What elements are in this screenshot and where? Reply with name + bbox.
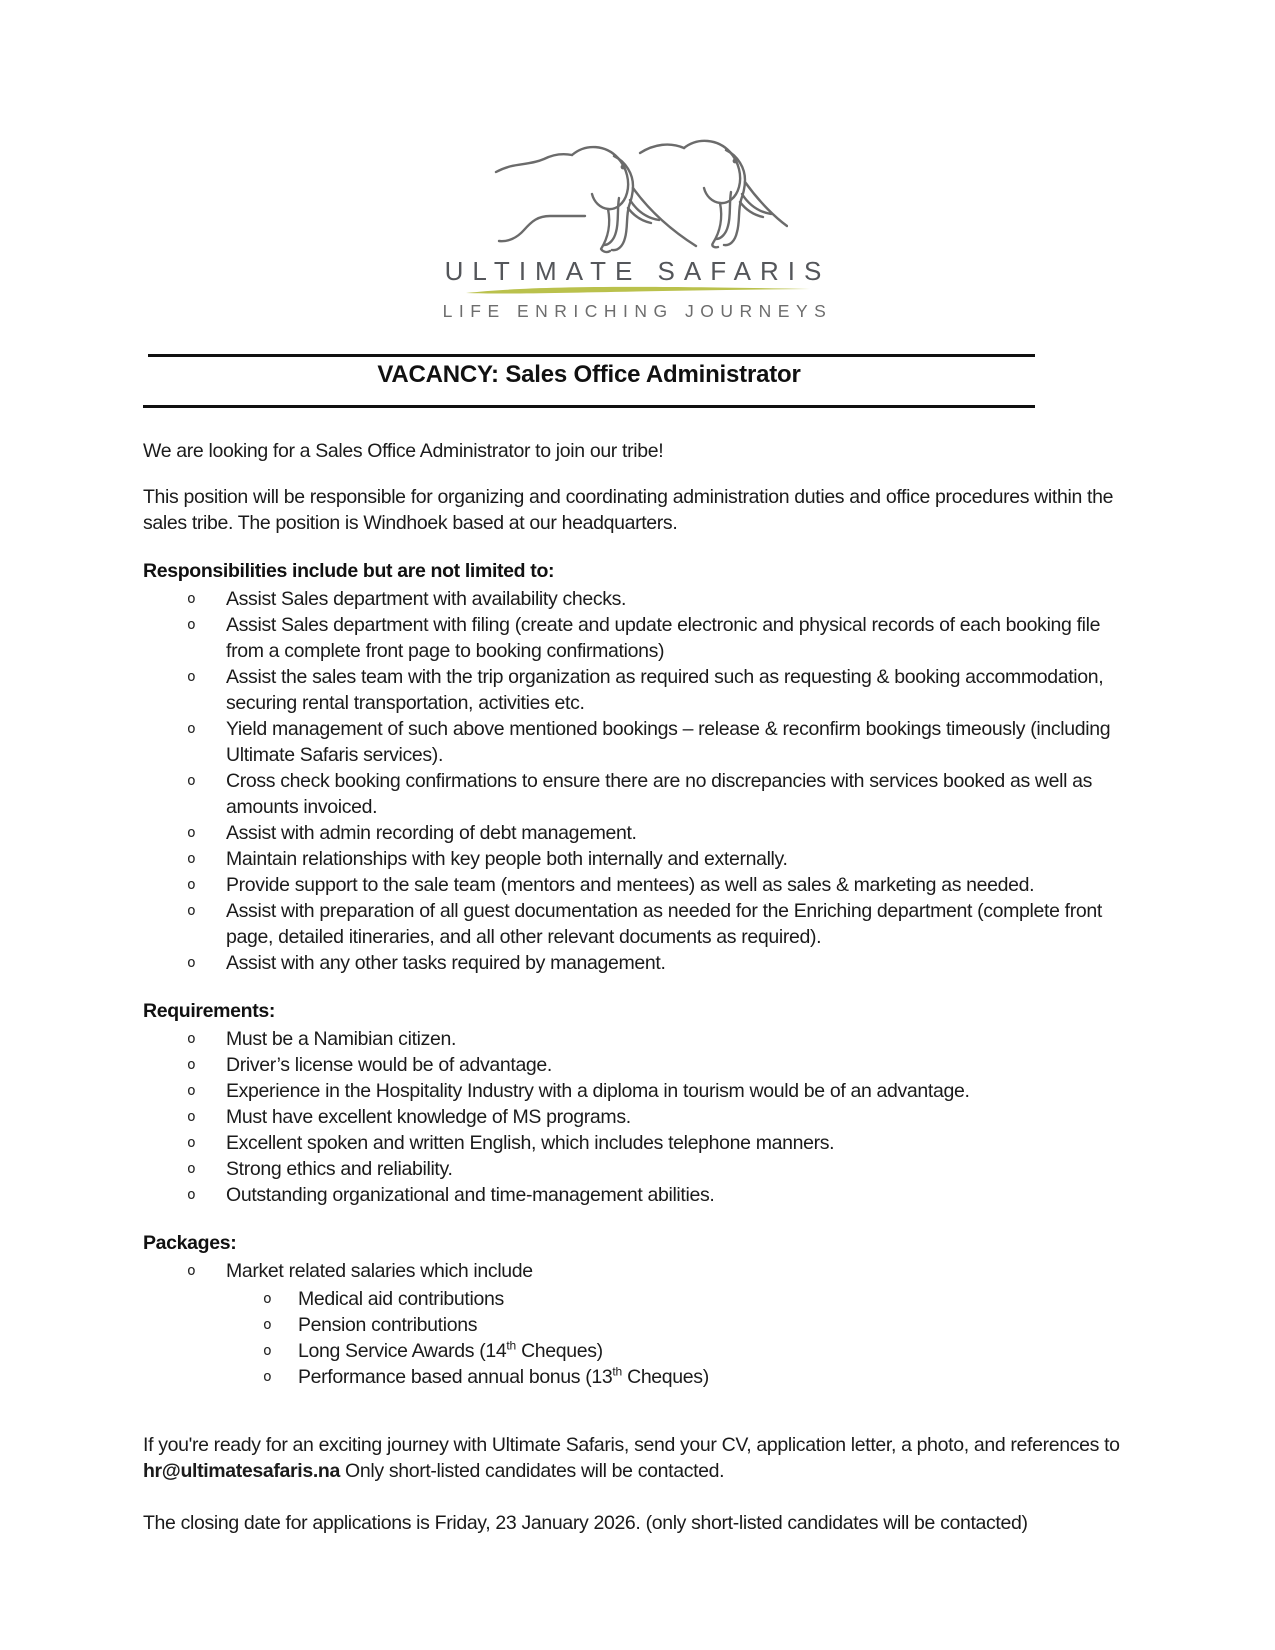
email-address: hr@ultimatesafaris.na <box>143 1460 340 1482</box>
list-item-text: Assist with admin recording of debt management. <box>226 822 637 844</box>
list-item <box>143 612 1132 664</box>
intro-paragraph-1: We are looking for a Sales Office Administrator to join our tribe! <box>143 440 664 462</box>
list-item-text: Assist with preparation of all guest documentation as needed for the Enriching department (complete front page, detailed itineraries, and all other relevant documents as required). <box>226 900 1102 948</box>
list-item-text: Assist with any other tasks required by management. <box>226 952 666 974</box>
horizontal-rule <box>143 405 1035 408</box>
list-item <box>143 1052 1132 1078</box>
requirements-heading: Requirements: <box>143 1000 275 1022</box>
bullet-icon: o <box>187 1109 196 1125</box>
list-item-text: Medical aid contributions <box>298 1288 504 1310</box>
bullet-icon: o <box>263 1369 272 1385</box>
bullet-icon: o <box>187 955 196 971</box>
list-item-text: Excellent spoken and written English, which includes telephone manners. <box>226 1132 835 1154</box>
list-item <box>143 1364 1132 1390</box>
bullet-icon: o <box>187 773 196 789</box>
list-item <box>143 1312 1132 1338</box>
list-item <box>143 1156 1132 1182</box>
list-item-text: Provide support to the sale team (mentors and mentees) as well as sales & marketing as needed. <box>226 874 1035 896</box>
list-item-text: Yield management of such above mentioned bookings – release & reconfirm bookings timeously (including Ultimate Safaris services). <box>226 718 1111 766</box>
bullet-icon: o <box>187 903 196 919</box>
list-item <box>143 586 1132 612</box>
list-item-text: Experience in the Hospitality Industry with a diploma in tourism would be of an advantage. <box>226 1080 970 1102</box>
bullet-icon: o <box>187 721 196 737</box>
closing-text-before-email: If you're ready for an exciting journey with Ultimate Safaris, send your CV, application letter, a photo, and references to <box>143 1434 1120 1456</box>
bullet-icon: o <box>263 1291 272 1307</box>
list-item <box>143 950 1132 976</box>
list-item-text: Must be a Namibian citizen. <box>226 1028 457 1050</box>
list-item <box>143 820 1132 846</box>
requirements-list <box>143 1026 1132 1208</box>
bullet-icon: o <box>187 877 196 893</box>
horizontal-rule <box>148 354 1035 357</box>
responsibilities-list <box>143 586 1132 976</box>
list-item <box>143 1338 1132 1364</box>
list-item <box>143 1078 1132 1104</box>
bullet-icon: o <box>187 669 196 685</box>
list-item <box>143 1026 1132 1052</box>
list-item-text: Long Service Awards (14th Cheques) <box>298 1338 603 1362</box>
packages-heading: Packages: <box>143 1232 237 1254</box>
list-item-text: Strong ethics and reliability. <box>226 1158 453 1180</box>
closing-date: The closing date for applications is Friday, 23 January 2026. (only short-listed candidates will be contacted) <box>143 1512 1028 1534</box>
superscript: th <box>506 1338 516 1353</box>
bullet-icon: o <box>187 851 196 867</box>
list-item-text: Driver’s license would be of advantage. <box>226 1054 552 1076</box>
list-item <box>143 1258 1132 1284</box>
packages-list <box>143 1258 1132 1284</box>
company-logo <box>428 136 848 324</box>
list-item-text: Maintain relationships with key people both internally and externally. <box>226 848 788 870</box>
list-item <box>143 716 1132 768</box>
list-item-text: Market related salaries which include <box>226 1260 533 1282</box>
closing-text-after-email: Only short-listed candidates will be contacted. <box>339 1460 725 1482</box>
bullet-icon: o <box>187 1161 196 1177</box>
superscript: th <box>612 1364 623 1379</box>
list-item-text: Performance based annual bonus (13th Cheques) <box>298 1364 709 1388</box>
list-item-text: Must have excellent knowledge of MS programs. <box>226 1106 631 1128</box>
bullet-icon: o <box>263 1317 272 1333</box>
list-item <box>143 664 1132 716</box>
list-item-text: Assist the sales team with the trip organization as required such as requesting & booking accommodation, securing rental transportation, activities etc. <box>226 666 1104 714</box>
bullet-icon: o <box>187 1083 196 1099</box>
intro-paragraph-2: This position will be responsible for organizing and coordinating administration duties and office procedures within the sales tribe. The position is Windhoek based at our headquarters. <box>143 486 1114 534</box>
bullet-icon: o <box>187 1031 196 1047</box>
bullet-icon: o <box>263 1343 272 1359</box>
list-item <box>143 1104 1132 1130</box>
bullet-icon: o <box>187 591 196 607</box>
list-item <box>143 768 1132 820</box>
list-item-text: Pension contributions <box>298 1314 478 1336</box>
list-item <box>143 872 1132 898</box>
application-instructions <box>143 1432 1132 1484</box>
bullet-icon: o <box>187 1263 196 1279</box>
list-item <box>143 1182 1132 1208</box>
list-item-text: Assist Sales department with filing (create and update electronic and physical records of each booking file from a complete front page to booking confirmations) <box>226 614 1101 662</box>
bullet-icon: o <box>187 1187 196 1203</box>
page-title: VACANCY: Sales Office Administrator <box>377 361 801 388</box>
list-item-text: Cross check booking confirmations to ensure there are no discrepancies with services booked as well as amounts invoiced. <box>226 770 1093 818</box>
bullet-icon: o <box>187 617 196 633</box>
swoosh-underline-icon <box>428 285 848 295</box>
bullet-icon: o <box>187 1135 196 1151</box>
list-item <box>143 1130 1132 1156</box>
brand-tagline: LIFE ENRICHING JOURNEYS <box>442 301 833 321</box>
list-item <box>143 1286 1132 1312</box>
elephants-line-art-icon <box>488 136 788 254</box>
list-item-text: Outstanding organizational and time-management abilities. <box>226 1184 715 1206</box>
responsibilities-heading: Responsibilities include but are not limited to: <box>143 560 555 582</box>
list-item <box>143 846 1132 872</box>
list-item <box>143 898 1132 950</box>
list-item-text: Assist Sales department with availability checks. <box>226 588 627 610</box>
brand-name: ULTIMATE SAFARIS <box>444 256 831 286</box>
salary-details-list <box>143 1286 1132 1390</box>
bullet-icon: o <box>187 1057 196 1073</box>
bullet-icon: o <box>187 825 196 841</box>
